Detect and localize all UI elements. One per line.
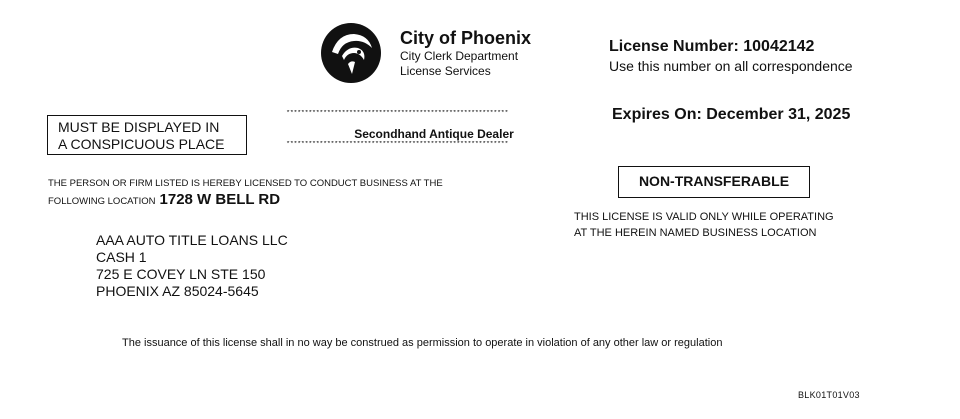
- phoenix-bird-icon: [318, 22, 384, 84]
- statement-line2: FOLLOWING LOCATION: [48, 196, 156, 207]
- business-location: 1728 W BELL RD: [159, 191, 281, 208]
- license-type: Secondhand Antique Dealer: [354, 127, 514, 141]
- licensee-city-state-zip: PHOENIX AZ 85024-5645: [96, 283, 259, 299]
- validity-line1: THIS LICENSE IS VALID ONLY WHILE OPERATING: [574, 211, 834, 223]
- licensee-dba: CASH 1: [96, 249, 147, 265]
- licensee-street: 725 E COVEY LN STE 150: [96, 266, 266, 282]
- display-notice-line2: A CONSPICUOUS PLACE: [58, 136, 225, 152]
- licensed-location-statement: [48, 176, 443, 210]
- display-notice-line1: MUST BE DISPLAYED IN: [58, 119, 220, 135]
- division-name: License Services: [400, 64, 491, 78]
- disclaimer-text: The issuance of this license shall in no way be construed as permission to operate in violation of any other law or regulation: [122, 337, 723, 349]
- city-name: City of Phoenix: [400, 28, 532, 48]
- expiration-date: Expires On: December 31, 2025: [612, 106, 851, 123]
- license-number: License Number: 10042142: [609, 38, 815, 55]
- licensee-name: AAA AUTO TITLE LOANS LLC: [96, 232, 288, 248]
- validity-notice: [574, 209, 834, 241]
- display-notice-box: [47, 115, 247, 155]
- asterisk-divider-top: ************************************************************: [286, 110, 509, 118]
- statement-line1: THE PERSON OR FIRM LISTED IS HEREBY LICENSED TO CONDUCT BUSINESS AT THE: [48, 178, 443, 189]
- department-name: City Clerk Department: [400, 49, 519, 63]
- license-number-note: Use this number on all correspondence: [609, 58, 853, 74]
- non-transferable-box: NON-TRANSFERABLE: [618, 166, 810, 198]
- asterisk-divider-bottom: ************************************************************: [286, 141, 509, 149]
- validity-line2: AT THE HEREIN NAMED BUSINESS LOCATION: [574, 227, 817, 239]
- form-code: BLK01T01V03: [798, 390, 860, 400]
- licensee-address: [96, 232, 288, 300]
